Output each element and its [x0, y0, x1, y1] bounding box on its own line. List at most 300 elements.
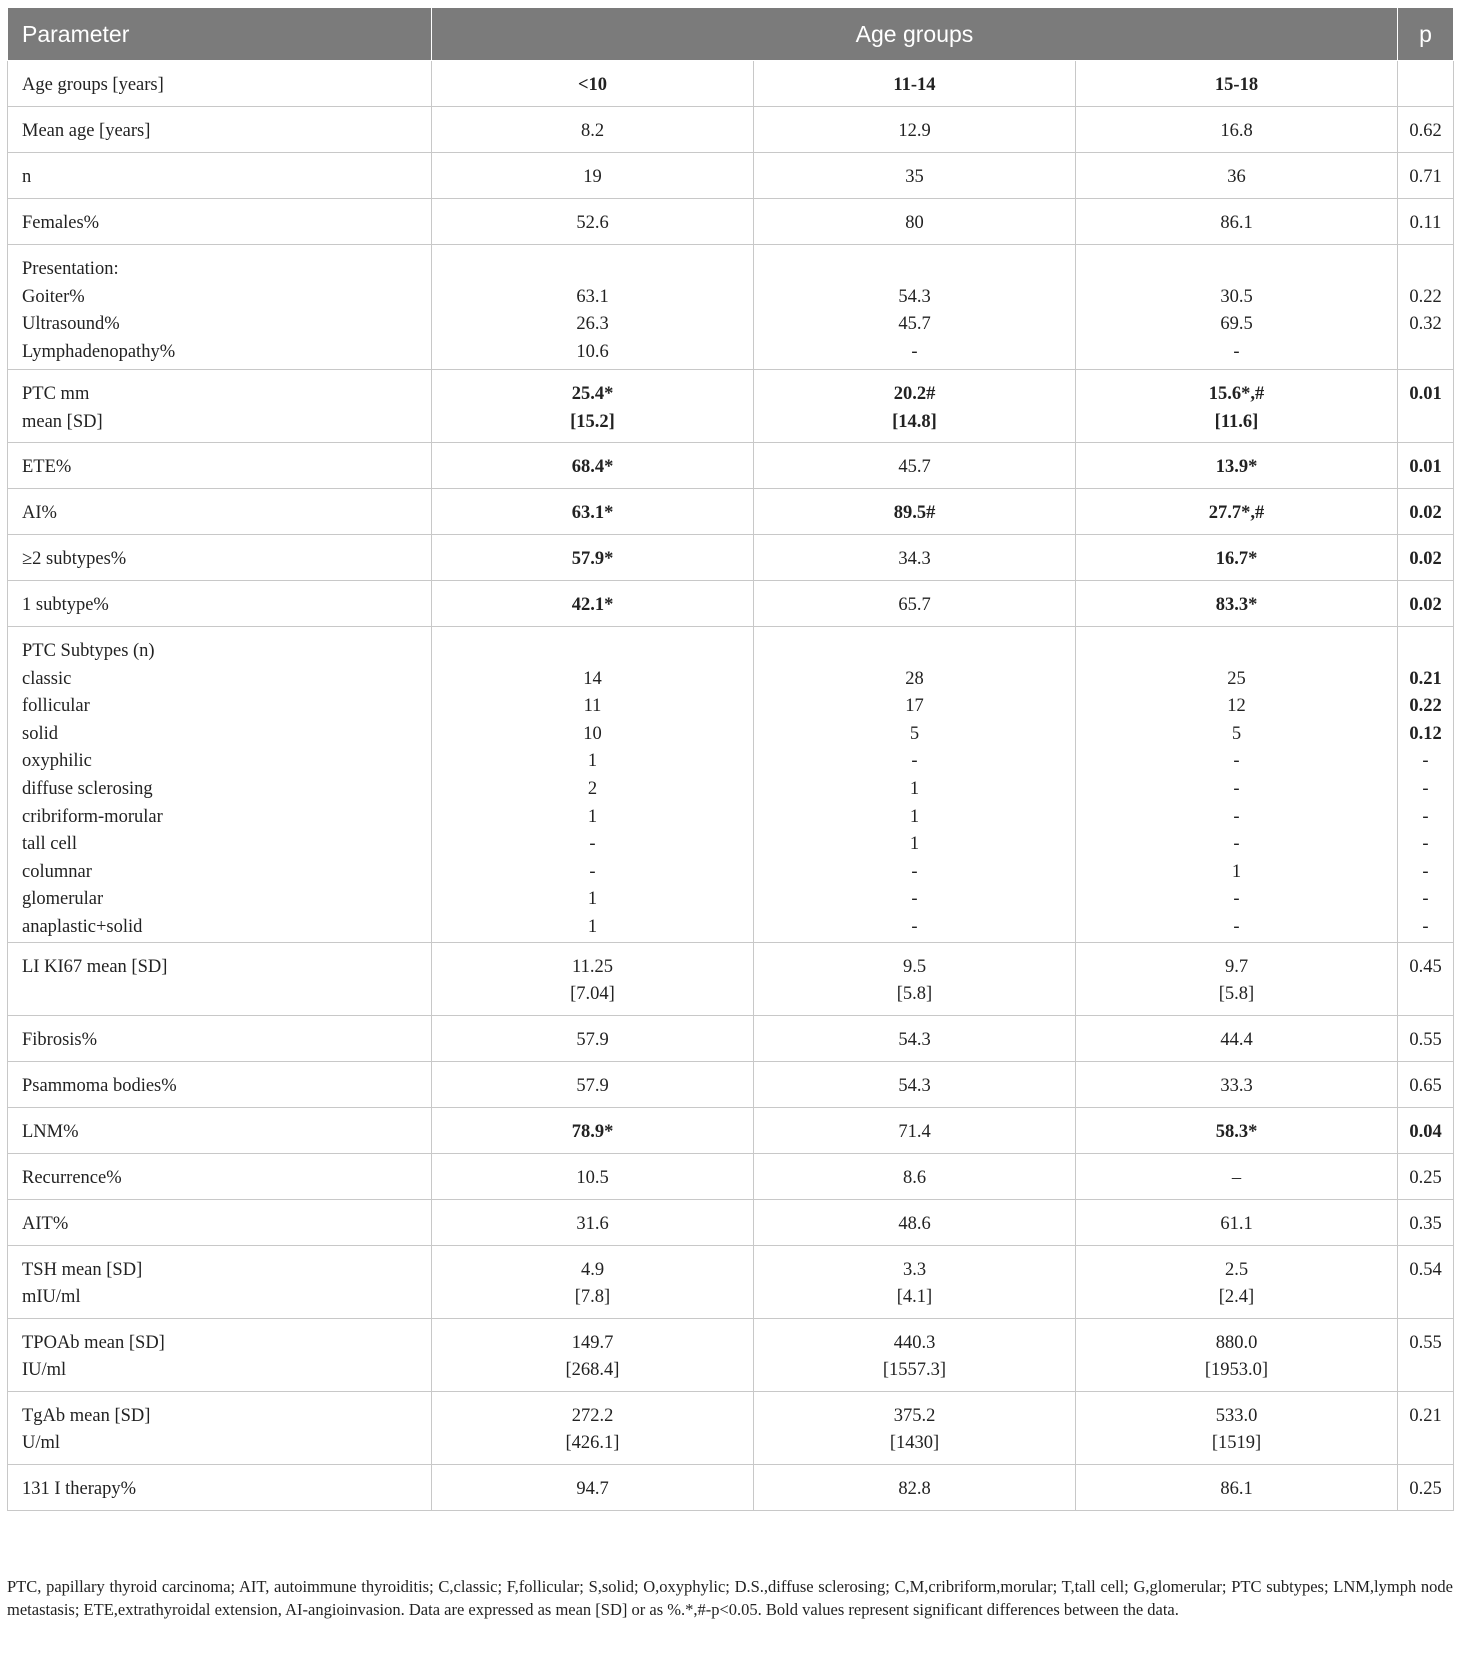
- cell-text: Age groups [years]: [22, 75, 164, 95]
- cell-text: 0.32: [1409, 314, 1442, 335]
- p-value-cell: [1398, 1153, 1454, 1199]
- cell-text: 11.25: [572, 956, 613, 977]
- p-value-cell: [1398, 1015, 1454, 1061]
- row-label-cell: [8, 942, 432, 1015]
- group-value-cell: [1076, 199, 1398, 245]
- table-row: [8, 489, 1454, 535]
- results-table: [7, 7, 1454, 1511]
- row-label-cell: [8, 107, 432, 153]
- group-value-cell: [754, 627, 1076, 943]
- cell-text: 0.25: [1409, 1167, 1442, 1188]
- table-row: [8, 1391, 1454, 1464]
- cell-text: 16.7*: [1215, 549, 1258, 569]
- cell-text: 20.2#: [893, 384, 936, 404]
- cell-text: 17: [905, 696, 924, 717]
- row-label-cell: [8, 443, 432, 489]
- cell-text: [7.04]: [570, 984, 615, 1005]
- cell-text: [1076, 256, 1397, 284]
- group-value-cell: [1076, 1015, 1398, 1061]
- cell-text: 4.9: [580, 1259, 605, 1280]
- p-value-cell: [1398, 245, 1454, 370]
- table-row: [8, 107, 1454, 153]
- group-value-cell: [432, 1464, 754, 1510]
- cell-text: -: [1233, 341, 1240, 362]
- cell-text: 78.9*: [571, 1121, 614, 1142]
- cell-text: Psammoma bodies%: [22, 1075, 177, 1096]
- table-row: [8, 1153, 1454, 1199]
- cell-text: 14: [583, 668, 602, 689]
- cell-text: 9.5: [902, 956, 927, 977]
- cell-text: 0.01: [1409, 457, 1442, 477]
- group-value-cell: [1076, 1391, 1398, 1464]
- cell-text: 26.3: [576, 314, 609, 335]
- cell-text: 82.8: [898, 1478, 931, 1499]
- row-label-cell: [8, 1199, 432, 1245]
- group-value-cell: [754, 61, 1076, 107]
- cell-text: 11: [583, 696, 602, 717]
- cell-text: U/ml: [22, 1433, 61, 1454]
- table-row: [8, 1199, 1454, 1245]
- cell-text: 0.04: [1409, 1121, 1442, 1142]
- cell-text: 1: [587, 889, 598, 910]
- table-row: [8, 61, 1454, 107]
- cell-text: 12: [1227, 696, 1246, 717]
- cell-text: 63.1: [576, 286, 609, 307]
- table-row: [8, 1015, 1454, 1061]
- cell-text: 12.9: [898, 121, 931, 141]
- cell-text: -: [1233, 916, 1240, 937]
- row-label-cell: [8, 489, 432, 535]
- cell-text: -: [1422, 861, 1429, 882]
- group-value-cell: [432, 1391, 754, 1464]
- cell-text: 0.35: [1409, 1213, 1442, 1234]
- row-label-cell: [8, 1153, 432, 1199]
- cell-text: [11.6]: [1214, 411, 1259, 432]
- p-value-cell: [1398, 107, 1454, 153]
- table-row: [8, 153, 1454, 199]
- cell-text: Fibrosis%: [22, 1029, 98, 1050]
- group-value-cell: [1076, 1153, 1398, 1199]
- cell-text: Mean age [years]: [22, 121, 151, 141]
- cell-text: 10.6: [576, 341, 609, 362]
- cell-text: 3.3: [902, 1259, 927, 1280]
- cell-text: [1557.3]: [882, 1360, 947, 1381]
- cell-text: 8.6: [902, 1167, 927, 1188]
- cell-text: Goiter%: [22, 286, 85, 307]
- table-row: [8, 1061, 1454, 1107]
- cell-text: 0.71: [1409, 167, 1442, 187]
- cell-text: 2.5: [1224, 1259, 1249, 1280]
- results-table-container: [7, 7, 1453, 1511]
- p-value-cell: [1398, 1199, 1454, 1245]
- cell-text: ETE%: [22, 457, 72, 477]
- cell-text: 0.45: [1409, 956, 1442, 977]
- p-value-cell: [1398, 153, 1454, 199]
- cell-text: 0.21: [1409, 668, 1442, 689]
- cell-text: 1: [909, 778, 920, 799]
- cell-text: 0.21: [1409, 1405, 1442, 1426]
- cell-text: 0.55: [1409, 1029, 1442, 1050]
- row-label-cell: [8, 199, 432, 245]
- group-value-cell: [1076, 107, 1398, 153]
- cell-text: -: [911, 861, 918, 882]
- cell-text: 52.6: [576, 213, 609, 233]
- cell-text: 533.0: [1215, 1405, 1258, 1426]
- group-value-cell: [432, 1245, 754, 1318]
- group-value-cell: [1076, 535, 1398, 581]
- group-value-cell: [754, 1153, 1076, 1199]
- row-label-cell: [8, 1107, 432, 1153]
- group-value-cell: [754, 1391, 1076, 1464]
- cell-text: -: [1422, 834, 1429, 855]
- p-value-cell: [1398, 370, 1454, 443]
- row-label-cell: [8, 1061, 432, 1107]
- table-row: [8, 370, 1454, 443]
- cell-text: 54.3: [898, 1029, 931, 1050]
- header-parameter: Parameter: [8, 8, 432, 61]
- cell-text: 0.55: [1409, 1332, 1442, 1353]
- cell-text: 86.1: [1220, 213, 1253, 233]
- group-value-cell: [1076, 61, 1398, 107]
- cell-text: 0.11: [1409, 213, 1442, 233]
- header-age-groups: Age groups: [432, 8, 1398, 61]
- group-value-cell: [754, 1107, 1076, 1153]
- group-value-cell: [432, 1153, 754, 1199]
- cell-text: [2.4]: [1218, 1287, 1255, 1308]
- group-value-cell: [1076, 153, 1398, 199]
- group-value-cell: [754, 370, 1076, 443]
- row-label-cell: [8, 1391, 432, 1464]
- cell-text: -: [1233, 778, 1240, 799]
- group-value-cell: [432, 199, 754, 245]
- cell-text: 94.7: [576, 1478, 609, 1499]
- cell-text: 1 subtype%: [22, 595, 109, 615]
- cell-text: 83.3*: [1215, 595, 1258, 615]
- cell-text: Ultrasound%: [22, 314, 120, 335]
- group-value-cell: [754, 942, 1076, 1015]
- row-label-cell: [8, 245, 432, 370]
- cell-text: 9.7: [1224, 956, 1249, 977]
- cell-text: 131 I therapy%: [22, 1478, 137, 1499]
- cell-text: mIU/ml: [22, 1287, 81, 1308]
- cell-text: [1430]: [889, 1433, 940, 1454]
- cell-text: [1953.0]: [1204, 1360, 1269, 1381]
- cell-text: mean [SD]: [22, 411, 103, 432]
- cell-text: solid: [22, 723, 58, 744]
- table-row: [8, 199, 1454, 245]
- group-value-cell: [754, 489, 1076, 535]
- cell-text: 11-14: [893, 75, 936, 95]
- cell-text: 1: [587, 751, 598, 772]
- group-value-cell: [1076, 581, 1398, 627]
- cell-text: oxyphilic: [22, 751, 92, 772]
- group-value-cell: [1076, 1107, 1398, 1153]
- cell-text: 19: [583, 167, 602, 187]
- cell-text: [426.1]: [565, 1433, 620, 1454]
- group-value-cell: [754, 1464, 1076, 1510]
- p-value-cell: [1398, 627, 1454, 943]
- p-value-cell: [1398, 489, 1454, 535]
- cell-text: diffuse sclerosing: [22, 778, 153, 799]
- p-value-cell: [1398, 443, 1454, 489]
- cell-text: AI%: [22, 503, 57, 523]
- cell-text: [432, 638, 753, 666]
- cell-text: Females%: [22, 213, 100, 233]
- header-p: p: [1398, 8, 1454, 61]
- cell-text: [14.8]: [892, 411, 937, 432]
- cell-text: PTC Subtypes (n): [22, 641, 155, 661]
- cell-text: Presentation:: [22, 259, 119, 279]
- table-row: [8, 1318, 1454, 1391]
- cell-text: 45.7: [898, 457, 931, 477]
- cell-text: 13.9*: [1215, 457, 1258, 477]
- cell-text: 57.9: [576, 1075, 609, 1096]
- p-value-cell: [1398, 1061, 1454, 1107]
- group-value-cell: [1076, 489, 1398, 535]
- group-value-cell: [754, 1061, 1076, 1107]
- table-row: [8, 1464, 1454, 1510]
- table-row: [8, 627, 1454, 943]
- cell-text: -: [589, 861, 596, 882]
- cell-text: [754, 256, 1075, 284]
- row-label-cell: [8, 1245, 432, 1318]
- cell-text: [5.8]: [1218, 984, 1255, 1005]
- group-value-cell: [1076, 370, 1398, 443]
- cell-text: 0.25: [1409, 1478, 1442, 1499]
- cell-text: 48.6: [898, 1213, 931, 1234]
- cell-text: 5: [1231, 723, 1242, 744]
- cell-text: 149.7: [571, 1332, 614, 1353]
- cell-text: 272.2: [571, 1405, 614, 1426]
- row-label-cell: [8, 1464, 432, 1510]
- cell-text: TSH mean [SD]: [22, 1259, 143, 1280]
- group-value-cell: [1076, 942, 1398, 1015]
- cell-text: 16.8: [1220, 121, 1253, 141]
- table-row: [8, 443, 1454, 489]
- group-value-cell: [754, 1318, 1076, 1391]
- cell-text: 0.01: [1409, 384, 1442, 404]
- cell-text: 375.2: [893, 1405, 936, 1426]
- table-row: [8, 535, 1454, 581]
- cell-text: 10.5: [576, 1167, 609, 1188]
- table-row: [8, 942, 1454, 1015]
- cell-text: 0.22: [1409, 696, 1442, 717]
- table-header-row: [8, 8, 1454, 61]
- p-value-cell: [1398, 1245, 1454, 1318]
- cell-text: ≥2 subtypes%: [22, 549, 127, 569]
- p-value-cell: [1398, 1107, 1454, 1153]
- group-value-cell: [432, 1107, 754, 1153]
- group-value-cell: [432, 370, 754, 443]
- cell-text: -: [1233, 834, 1240, 855]
- cell-text: 68.4*: [571, 457, 614, 477]
- group-value-cell: [754, 1015, 1076, 1061]
- p-value-cell: [1398, 1464, 1454, 1510]
- group-value-cell: [1076, 1199, 1398, 1245]
- cell-text: 63.1*: [571, 503, 614, 523]
- cell-text: -: [1422, 916, 1429, 937]
- p-value-cell: [1398, 942, 1454, 1015]
- p-value-cell: [1398, 581, 1454, 627]
- cell-text: [1398, 256, 1453, 284]
- cell-text: 0.02: [1409, 595, 1442, 615]
- p-value-cell: [1398, 1391, 1454, 1464]
- row-label-cell: [8, 370, 432, 443]
- cell-text: follicular: [22, 696, 90, 717]
- cell-text: <10: [577, 75, 608, 95]
- group-value-cell: [432, 1015, 754, 1061]
- cell-text: 0.22: [1409, 286, 1442, 307]
- cell-text: TgAb mean [SD]: [22, 1405, 151, 1426]
- table-row: [8, 245, 1454, 370]
- group-value-cell: [754, 535, 1076, 581]
- cell-text: 80: [905, 213, 924, 233]
- group-value-cell: [1076, 1245, 1398, 1318]
- cell-text: classic: [22, 668, 72, 689]
- cell-text: 1: [909, 806, 920, 827]
- table-row: [8, 1245, 1454, 1318]
- cell-text: -: [911, 889, 918, 910]
- cell-text: –: [1231, 1167, 1242, 1188]
- table-footnote: PTC, papillary thyroid carcinoma; AIT, autoimmune thyroiditis; C,classic; F,follicular; S,solid; O,oxyphylic; D.S.,diffuse sclerosing; C,M,cribriform,morular; T,tall cell; G,glomerular; PTC subtypes; LNM,lymph node metastasis; ETE,extrathyroidal extension, AI-angioinvasion. Data are expressed as mean [SD] or as %.*,#-p<0.05. Bold values represent significant differences between the data.: [7, 1577, 1453, 1619]
- group-value-cell: [754, 107, 1076, 153]
- cell-text: 15-18: [1214, 75, 1259, 95]
- cell-text: -: [1422, 751, 1429, 772]
- cell-text: [7.8]: [574, 1287, 611, 1308]
- cell-text: 31.6: [576, 1213, 609, 1234]
- cell-text: 57.9*: [571, 549, 614, 569]
- cell-text: 25.4*: [571, 384, 614, 404]
- group-value-cell: [1076, 245, 1398, 370]
- row-label-cell: [8, 627, 432, 943]
- group-value-cell: [432, 535, 754, 581]
- cell-text: 440.3: [893, 1332, 936, 1353]
- group-value-cell: [432, 942, 754, 1015]
- cell-text: 44.4: [1220, 1029, 1253, 1050]
- cell-text: 35: [905, 167, 924, 187]
- group-value-cell: [1076, 627, 1398, 943]
- cell-text: 0.02: [1409, 549, 1442, 569]
- group-value-cell: [432, 1199, 754, 1245]
- cell-text: AIT%: [22, 1213, 69, 1234]
- group-value-cell: [754, 245, 1076, 370]
- cell-text: 57.9: [576, 1029, 609, 1050]
- cell-text: -: [1233, 751, 1240, 772]
- cell-text: TPOAb mean [SD]: [22, 1332, 165, 1353]
- cell-text: -: [911, 341, 918, 362]
- cell-text: Recurrence%: [22, 1167, 122, 1188]
- row-label-cell: [8, 61, 432, 107]
- row-label-cell: [8, 581, 432, 627]
- table-row: [8, 1107, 1454, 1153]
- cell-text: IU/ml: [22, 1360, 67, 1381]
- cell-text: tall cell: [22, 834, 77, 855]
- cell-text: 1: [587, 806, 598, 827]
- cell-text: [268.4]: [565, 1360, 620, 1381]
- cell-text: 86.1: [1220, 1478, 1253, 1499]
- group-value-cell: [754, 1199, 1076, 1245]
- cell-text: [1076, 638, 1397, 666]
- group-value-cell: [1076, 1061, 1398, 1107]
- cell-text: -: [1422, 806, 1429, 827]
- cell-text: 1: [587, 916, 598, 937]
- cell-text: cribriform-morular: [22, 806, 163, 827]
- cell-text: 36: [1227, 167, 1246, 187]
- cell-text: [1398, 638, 1453, 666]
- group-value-cell: [432, 443, 754, 489]
- cell-text: Lymphadenopathy%: [22, 341, 176, 362]
- cell-text: -: [1422, 778, 1429, 799]
- cell-text: -: [1233, 889, 1240, 910]
- cell-text: 880.0: [1215, 1332, 1258, 1353]
- cell-text: [5.8]: [896, 984, 933, 1005]
- p-value-cell: [1398, 199, 1454, 245]
- cell-text: [432, 256, 753, 284]
- cell-text: n: [22, 167, 32, 187]
- cell-text: 8.2: [580, 121, 605, 141]
- cell-text: 89.5#: [893, 503, 936, 523]
- cell-text: -: [1422, 889, 1429, 910]
- cell-text: 5: [909, 723, 920, 744]
- cell-text: 42.1*: [571, 595, 614, 615]
- p-value-cell: [1398, 1318, 1454, 1391]
- cell-text: 27.7*,#: [1208, 503, 1265, 523]
- cell-text: -: [911, 916, 918, 937]
- cell-text: 61.1: [1220, 1213, 1253, 1234]
- table-row: [8, 581, 1454, 627]
- cell-text: 28: [905, 668, 924, 689]
- group-value-cell: [1076, 1318, 1398, 1391]
- row-label-cell: [8, 1015, 432, 1061]
- group-value-cell: [432, 153, 754, 199]
- cell-text: 34.3: [898, 549, 931, 569]
- group-value-cell: [432, 581, 754, 627]
- group-value-cell: [1076, 1464, 1398, 1510]
- cell-text: PTC mm: [22, 384, 90, 404]
- p-value-cell: [1398, 61, 1454, 107]
- group-value-cell: [432, 1061, 754, 1107]
- group-value-cell: [432, 627, 754, 943]
- cell-text: 25: [1227, 668, 1246, 689]
- cell-text: columnar: [22, 861, 92, 882]
- cell-text: [1519]: [1211, 1433, 1262, 1454]
- cell-text: -: [911, 751, 918, 772]
- cell-text: LI KI67 mean [SD]: [22, 956, 168, 977]
- cell-text: LNM%: [22, 1121, 79, 1142]
- row-label-cell: [8, 1318, 432, 1391]
- p-value-cell: [1398, 535, 1454, 581]
- cell-text: glomerular: [22, 889, 104, 910]
- cell-text: 1: [909, 834, 920, 855]
- cell-text: 54.3: [898, 286, 931, 307]
- cell-text: [15.2]: [570, 411, 615, 432]
- cell-text: 0.65: [1409, 1075, 1442, 1096]
- cell-text: 71.4: [898, 1121, 931, 1142]
- cell-text: [754, 638, 1075, 666]
- group-value-cell: [754, 443, 1076, 489]
- group-value-cell: [432, 245, 754, 370]
- group-value-cell: [432, 1318, 754, 1391]
- cell-text: 0.02: [1409, 503, 1442, 523]
- cell-text: 33.3: [1220, 1075, 1253, 1096]
- group-value-cell: [432, 107, 754, 153]
- cell-text: [1398, 72, 1453, 100]
- cell-text: 30.5: [1220, 286, 1253, 307]
- cell-text: 69.5: [1220, 314, 1253, 335]
- group-value-cell: [754, 581, 1076, 627]
- cell-text: 65.7: [898, 595, 931, 615]
- cell-text: [4.1]: [896, 1287, 933, 1308]
